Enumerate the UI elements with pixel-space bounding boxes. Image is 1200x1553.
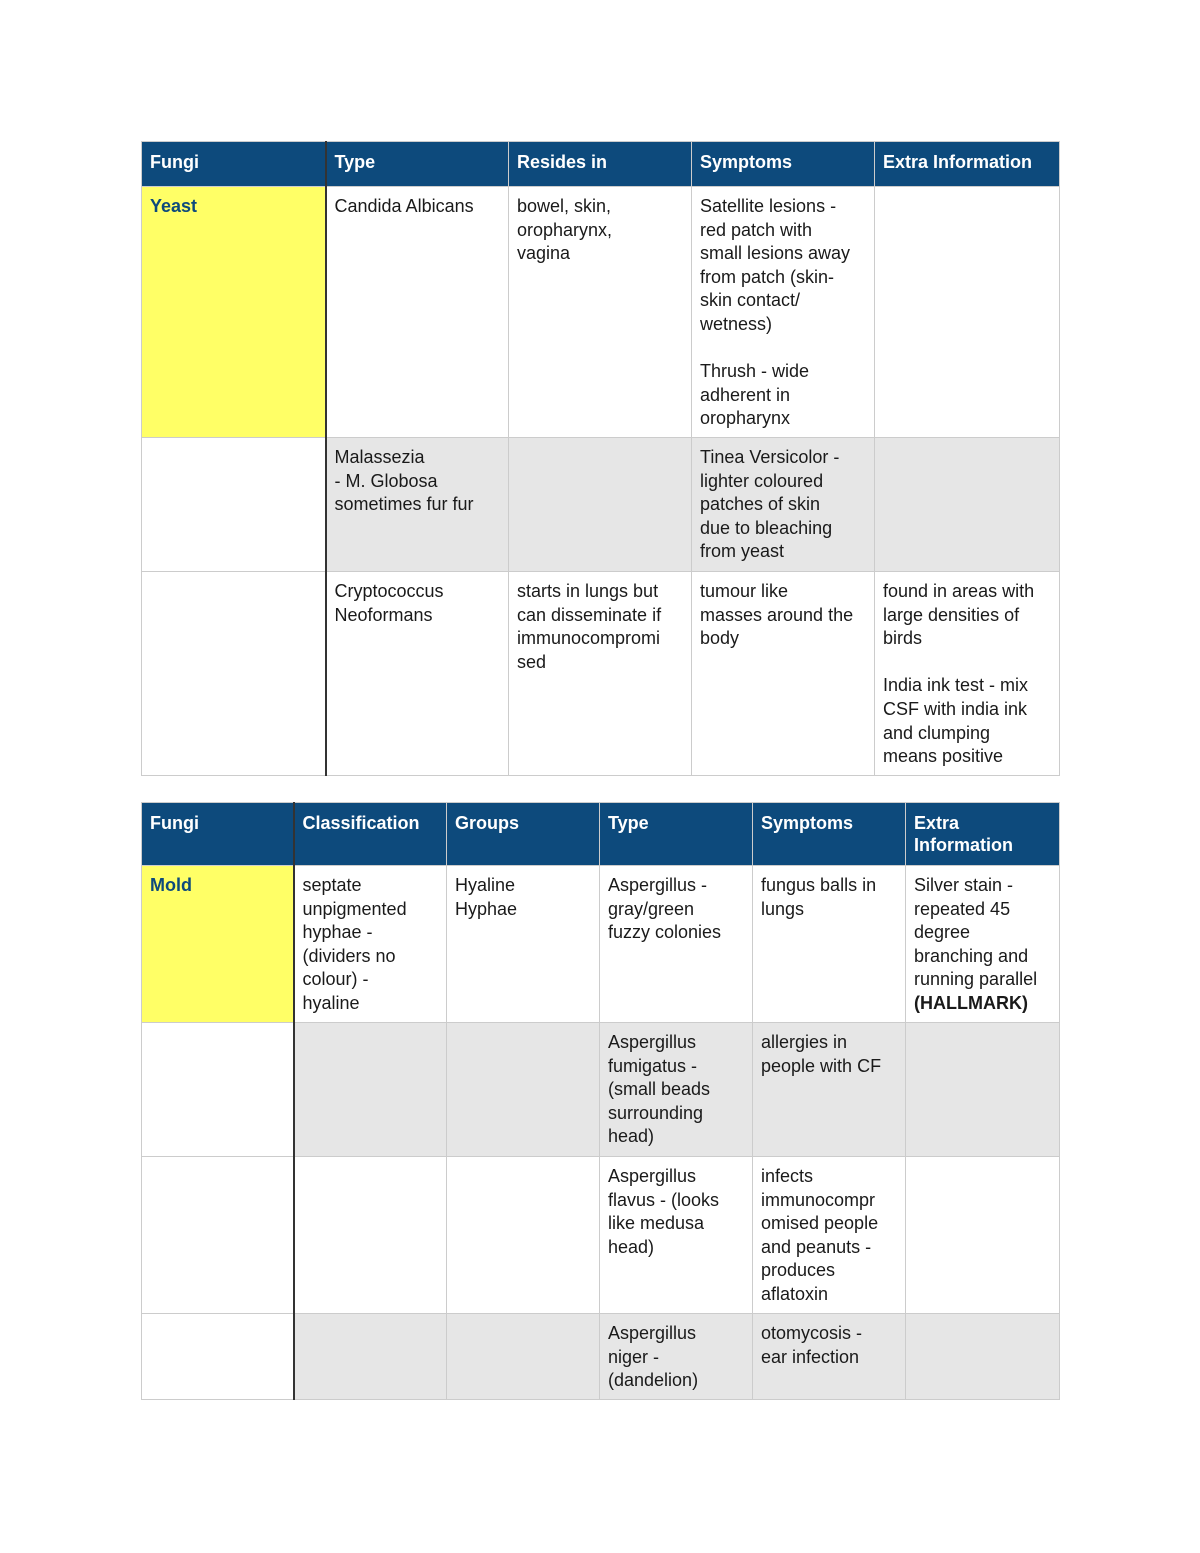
type-cell: Aspergillus fumigatus - (small beads surrounding head)	[600, 1023, 753, 1157]
classification-cell	[294, 1157, 447, 1314]
column-header: Type	[600, 803, 753, 866]
fungi-cell: Yeast	[142, 187, 326, 438]
column-header: Groups	[447, 803, 600, 866]
resides-cell: bowel, skin, oropharynx, vagina	[509, 187, 692, 438]
resides-cell: starts in lungs but can disseminate if immunocompromi sed	[509, 572, 692, 776]
column-header: Classification	[294, 803, 447, 866]
column-header: Resides in	[509, 142, 692, 187]
extra-info-cell	[875, 438, 1060, 572]
table-row	[142, 438, 1060, 572]
column-header: Extra Information	[875, 142, 1060, 187]
table-header-row	[142, 803, 1060, 866]
table-row	[142, 1314, 1060, 1400]
table-row	[142, 1023, 1060, 1157]
resides-cell	[509, 438, 692, 572]
table-header-row	[142, 142, 1060, 187]
type-cell: Aspergillus - gray/green fuzzy colonies	[600, 866, 753, 1023]
hallmark-label: (HALLMARK)	[914, 992, 1028, 1013]
mold-table	[141, 802, 1060, 1400]
fungi-cell	[142, 1157, 294, 1314]
symptoms-cell: Tinea Versicolor - lighter coloured patches of skin due to bleaching from yeast	[692, 438, 875, 572]
classification-cell	[294, 1314, 447, 1400]
extra-info-cell	[875, 187, 1060, 438]
symptoms-cell: Satellite lesions - red patch with small lesions away from patch (skin- skin contact/ wetness) Thrush - wide adherent in oropharynx	[692, 187, 875, 438]
symptoms-cell: allergies in people with CF	[753, 1023, 906, 1157]
type-cell: Aspergillus flavus - (looks like medusa head)	[600, 1157, 753, 1314]
groups-cell	[447, 1157, 600, 1314]
symptoms-cell: fungus balls in lungs	[753, 866, 906, 1023]
table-row	[142, 187, 1060, 438]
column-header: Symptoms	[692, 142, 875, 187]
fungi-cell	[142, 1023, 294, 1157]
symptoms-cell: infects immunocompr omised people and peanuts - produces aflatoxin	[753, 1157, 906, 1314]
extra-info-cell	[906, 866, 1060, 1023]
extra-info-cell: found in areas with large densities of birds India ink test - mix CSF with india ink and clumping means positive	[875, 572, 1060, 776]
type-cell: Malassezia - M. Globosa sometimes fur fur	[326, 438, 509, 572]
groups-cell: Hyaline Hyphae	[447, 866, 600, 1023]
extra-info-text: Silver stain - repeated 45 degree branching and running parallel	[914, 875, 1038, 990]
table-row	[142, 1157, 1060, 1314]
classification-cell	[294, 1023, 447, 1157]
groups-cell	[447, 1314, 600, 1400]
yeast-table	[141, 141, 1060, 776]
fungi-cell	[142, 438, 326, 572]
column-header: Type	[326, 142, 509, 187]
extra-info-cell	[906, 1157, 1060, 1314]
fungi-cell	[142, 572, 326, 776]
table-row	[142, 572, 1060, 776]
symptoms-cell: tumour like masses around the body	[692, 572, 875, 776]
column-header: Extra Information	[906, 803, 1060, 866]
extra-info-cell	[906, 1023, 1060, 1157]
groups-cell	[447, 1023, 600, 1157]
column-header: Fungi	[142, 803, 294, 866]
extra-info-cell	[906, 1314, 1060, 1400]
symptoms-cell: otomycosis - ear infection	[753, 1314, 906, 1400]
classification-cell: septate unpigmented hyphae - (dividers no colour) - hyaline	[294, 866, 447, 1023]
column-header: Fungi	[142, 142, 326, 187]
fungi-cell	[142, 1314, 294, 1400]
table-row	[142, 866, 1060, 1023]
type-cell: Candida Albicans	[326, 187, 509, 438]
column-header: Symptoms	[753, 803, 906, 866]
type-cell: Cryptococcus Neoformans	[326, 572, 509, 776]
type-cell: Aspergillus niger - (dandelion)	[600, 1314, 753, 1400]
fungi-cell: Mold	[142, 866, 294, 1023]
